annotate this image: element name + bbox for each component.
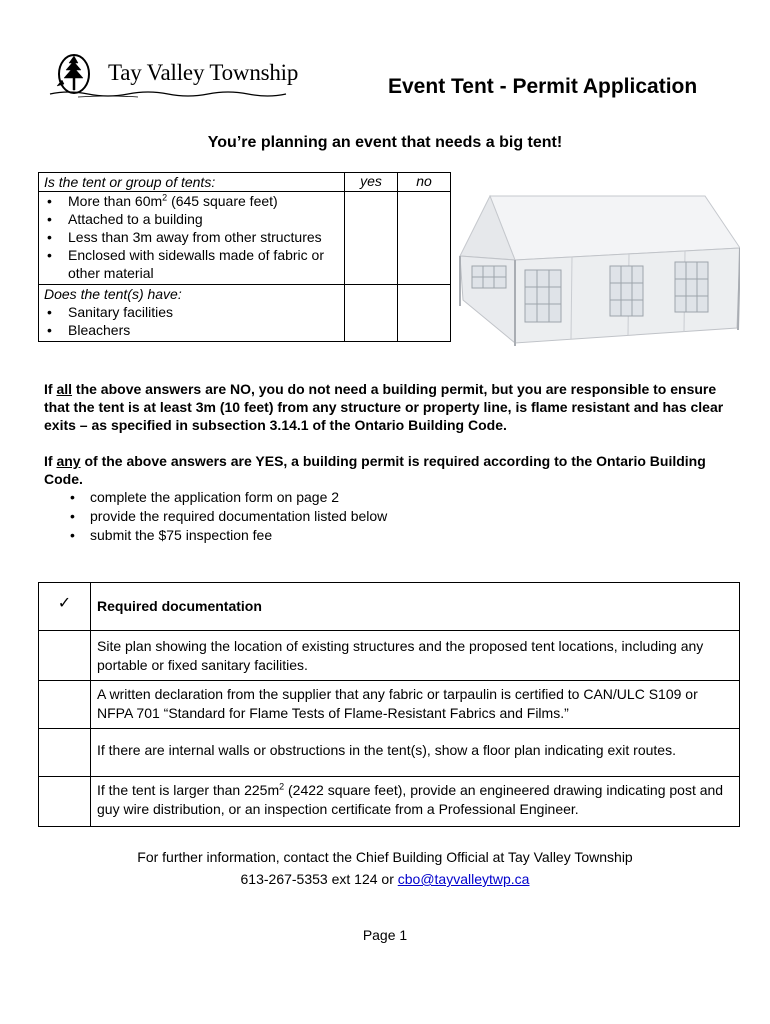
documentation-row: If the tent is larger than $225m^2$ (2422 square feet), provide an engineered drawing indicating post and guy wire distribution, or an inspection certificate from a Professional Engineer.	[91, 777, 740, 827]
answer-yes-cell[interactable]	[345, 285, 398, 342]
question-item: • More than $60m^2$ (645 square feet)	[44, 192, 344, 210]
question-heading: Is the tent or group of tents:	[44, 174, 216, 190]
email-link[interactable]: cbo@tayvalleytwp.ca	[397, 871, 530, 887]
documentation-row: Site plan showing the location of existing structures and the proposed tent locations, including any portable or fixed sanitary facilities.	[91, 631, 740, 681]
documentation-row: If there are internal walls or obstructions in the tent(s), show a floor plan indicating exit routes.	[91, 729, 740, 777]
question-cell-group-2	[39, 285, 345, 342]
answer-no-cell[interactable]	[398, 192, 451, 285]
documentation-heading: Required documentation	[91, 583, 740, 631]
logo-text: Tay Valley Township	[108, 60, 299, 85]
application-steps-list	[70, 488, 387, 545]
question-item: • Enclosed with sidewalls made of fabric or other material	[44, 246, 344, 282]
doc-checkbox-cell[interactable]	[39, 681, 91, 729]
column-header-no: no	[398, 173, 451, 192]
question-item: • Sanitary facilities	[44, 303, 344, 321]
list-item: • provide the required documentation listed below	[70, 507, 387, 526]
question-item: • Less than 3m away from other structures	[44, 228, 344, 246]
required-documentation-table	[38, 582, 740, 827]
logo-waves	[50, 92, 286, 96]
no-permit-paragraph: If all the above answers are NO, you do not need a building permit, but you are responsible to ensure that the tent is at least 3m (10 feet) from any structure or property line, is flame resistant and has clear exits – as specified in subsection 3.14.1 of the Ontario Building Code.	[44, 381, 724, 433]
column-header-yes: yes	[345, 173, 398, 192]
list-item: • submit the $75 inspection fee	[70, 526, 387, 545]
event-tent-image	[455, 188, 740, 348]
permit-required-paragraph: If any of the above answers are YES, a building permit is required according to the Ontario Building Code.	[44, 453, 706, 487]
question-cell-group-1	[39, 173, 345, 192]
question-list-1	[39, 192, 345, 285]
answer-yes-cell[interactable]	[345, 192, 398, 285]
documentation-row: A written declaration from the supplier that any fabric or tarpaulin is certified to CAN/ULC S109 or NFPA 701 “Standard for Flame Tests of Flame-Resistant Fabrics and Films.”	[91, 681, 740, 729]
tent-question-table	[38, 172, 451, 342]
page-subtitle: You’re planning an event that needs a big tent!	[207, 134, 563, 151]
question-item: • Attached to a building	[44, 210, 344, 228]
pine-tree-icon	[57, 55, 89, 93]
doc-checkbox-cell[interactable]	[39, 631, 91, 681]
answer-no-cell[interactable]	[398, 285, 451, 342]
doc-checkbox-cell[interactable]	[39, 777, 91, 827]
contact-phone-line	[0, 868, 770, 890]
doc-checkbox-cell[interactable]	[39, 729, 91, 777]
contact-line: For further information, contact the Chief Building Official at Tay Valley Township	[137, 849, 633, 865]
contact-info	[0, 846, 770, 890]
page-number: Page 1	[362, 927, 408, 943]
check-mark-icon: ✓	[39, 583, 91, 631]
list-item: • complete the application form on page 2	[70, 488, 387, 507]
page-title: Event Tent - Permit Application	[388, 75, 698, 98]
question-item: • Bleachers	[44, 321, 344, 339]
phone-number: 613-267-5353 ext 124 or	[240, 871, 398, 887]
question-heading: Does the tent(s) have:	[44, 286, 182, 302]
